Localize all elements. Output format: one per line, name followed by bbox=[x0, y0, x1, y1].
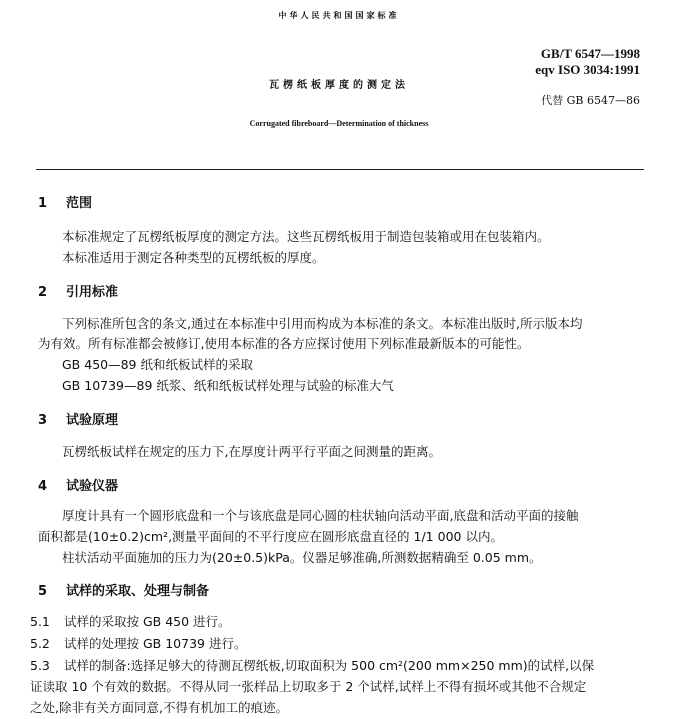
section-title: 引用标准 bbox=[66, 285, 119, 300]
replaces-note: 代替 GB 6547—86 bbox=[541, 94, 640, 107]
section-5-heading bbox=[38, 580, 209, 599]
document-title: 瓦楞纸板厚度的测定法 bbox=[269, 80, 409, 91]
section-title: 试样的采取、处理与制备 bbox=[66, 584, 210, 599]
paragraph-line: 下列标准所包含的条文,通过在本标准中引用而构成为本标准的条文。本标准出版时,所示版本均 bbox=[62, 316, 583, 331]
reference-item: GB 450—89 纸和纸板试样的采取 bbox=[62, 357, 253, 372]
standard-number: GB/T 6547—1998 bbox=[540, 46, 640, 61]
section-1-heading bbox=[38, 192, 92, 211]
header-divider bbox=[36, 169, 644, 170]
paragraph-line: 瓦楞纸板试样在规定的压力下,在厚度计两平行平面之间测量的距离。 bbox=[62, 444, 441, 459]
paragraph-line: 试样的采取按 GB 450 进行。 bbox=[64, 614, 231, 629]
subsection-5-2 bbox=[30, 634, 246, 652]
paragraph-line: 柱状活动平面施加的压力为(20±0.5)kPa。仪器足够准确,所测数据精确至 0.05 mm。 bbox=[62, 550, 542, 565]
section-4-heading bbox=[38, 475, 118, 494]
section-number: 2 bbox=[38, 285, 48, 300]
paragraph-line: 试样的制备:选择足够大的待测瓦楞纸板,切取面积为 500 cm²(200 mm×250 mm)的试样,以保 bbox=[64, 658, 595, 673]
paragraph-line: 本标准适用于测定各种类型的瓦楞纸板的厚度。 bbox=[62, 250, 325, 265]
subsection-number: 5.2 bbox=[30, 636, 50, 651]
paragraph-line: 之处,除非有关方面同意,不得有机加工的痕迹。 bbox=[30, 700, 288, 715]
subsection-5-1 bbox=[30, 612, 231, 630]
national-standard-heading: 中华人民共和国国家标准 bbox=[278, 11, 400, 20]
document-title-english: Corrugated fibreboard—Determination of thickness bbox=[249, 119, 429, 128]
paragraph-line: 面积都是(10±0.2)cm²,测量平面间的不平行度应在圆形底盘直径的 1/1 000 以内。 bbox=[38, 529, 503, 544]
paragraph-line: 为有效。所有标准都会被修订,使用本标准的各方应探讨使用下列标准最新版本的可能性。 bbox=[38, 336, 530, 351]
section-number: 1 bbox=[38, 196, 48, 211]
section-title: 试验原理 bbox=[66, 413, 119, 428]
section-title: 试验仪器 bbox=[66, 479, 119, 494]
equivalent-standard: eqv ISO 3034:1991 bbox=[535, 62, 640, 77]
section-2-heading bbox=[38, 281, 118, 300]
subsection-5-3 bbox=[30, 656, 594, 674]
subsection-number: 5.1 bbox=[30, 614, 50, 629]
section-number: 5 bbox=[38, 584, 48, 599]
section-title: 范围 bbox=[66, 196, 93, 211]
paragraph-line: 证读取 10 个有效的数据。不得从同一张样品上切取多于 2 个试样,试样上不得有损坏或其他不合规定 bbox=[30, 679, 587, 694]
section-number: 3 bbox=[38, 413, 48, 428]
section-3-heading bbox=[38, 409, 118, 428]
reference-item: GB 10739—89 纸浆、纸和纸板试样处理与试验的标准大气 bbox=[62, 378, 394, 393]
section-number: 4 bbox=[38, 479, 48, 494]
paragraph-line: 试样的处理按 GB 10739 进行。 bbox=[64, 636, 247, 651]
paragraph-line: 本标准规定了瓦楞纸板厚度的测定方法。这些瓦楞纸板用于制造包装箱或用在包装箱内。 bbox=[62, 229, 550, 244]
subsection-number: 5.3 bbox=[30, 658, 50, 673]
paragraph-line: 厚度计具有一个圆形底盘和一个与该底盘是同心圆的柱状轴向活动平面,底盘和活动平面的接触 bbox=[62, 508, 579, 523]
